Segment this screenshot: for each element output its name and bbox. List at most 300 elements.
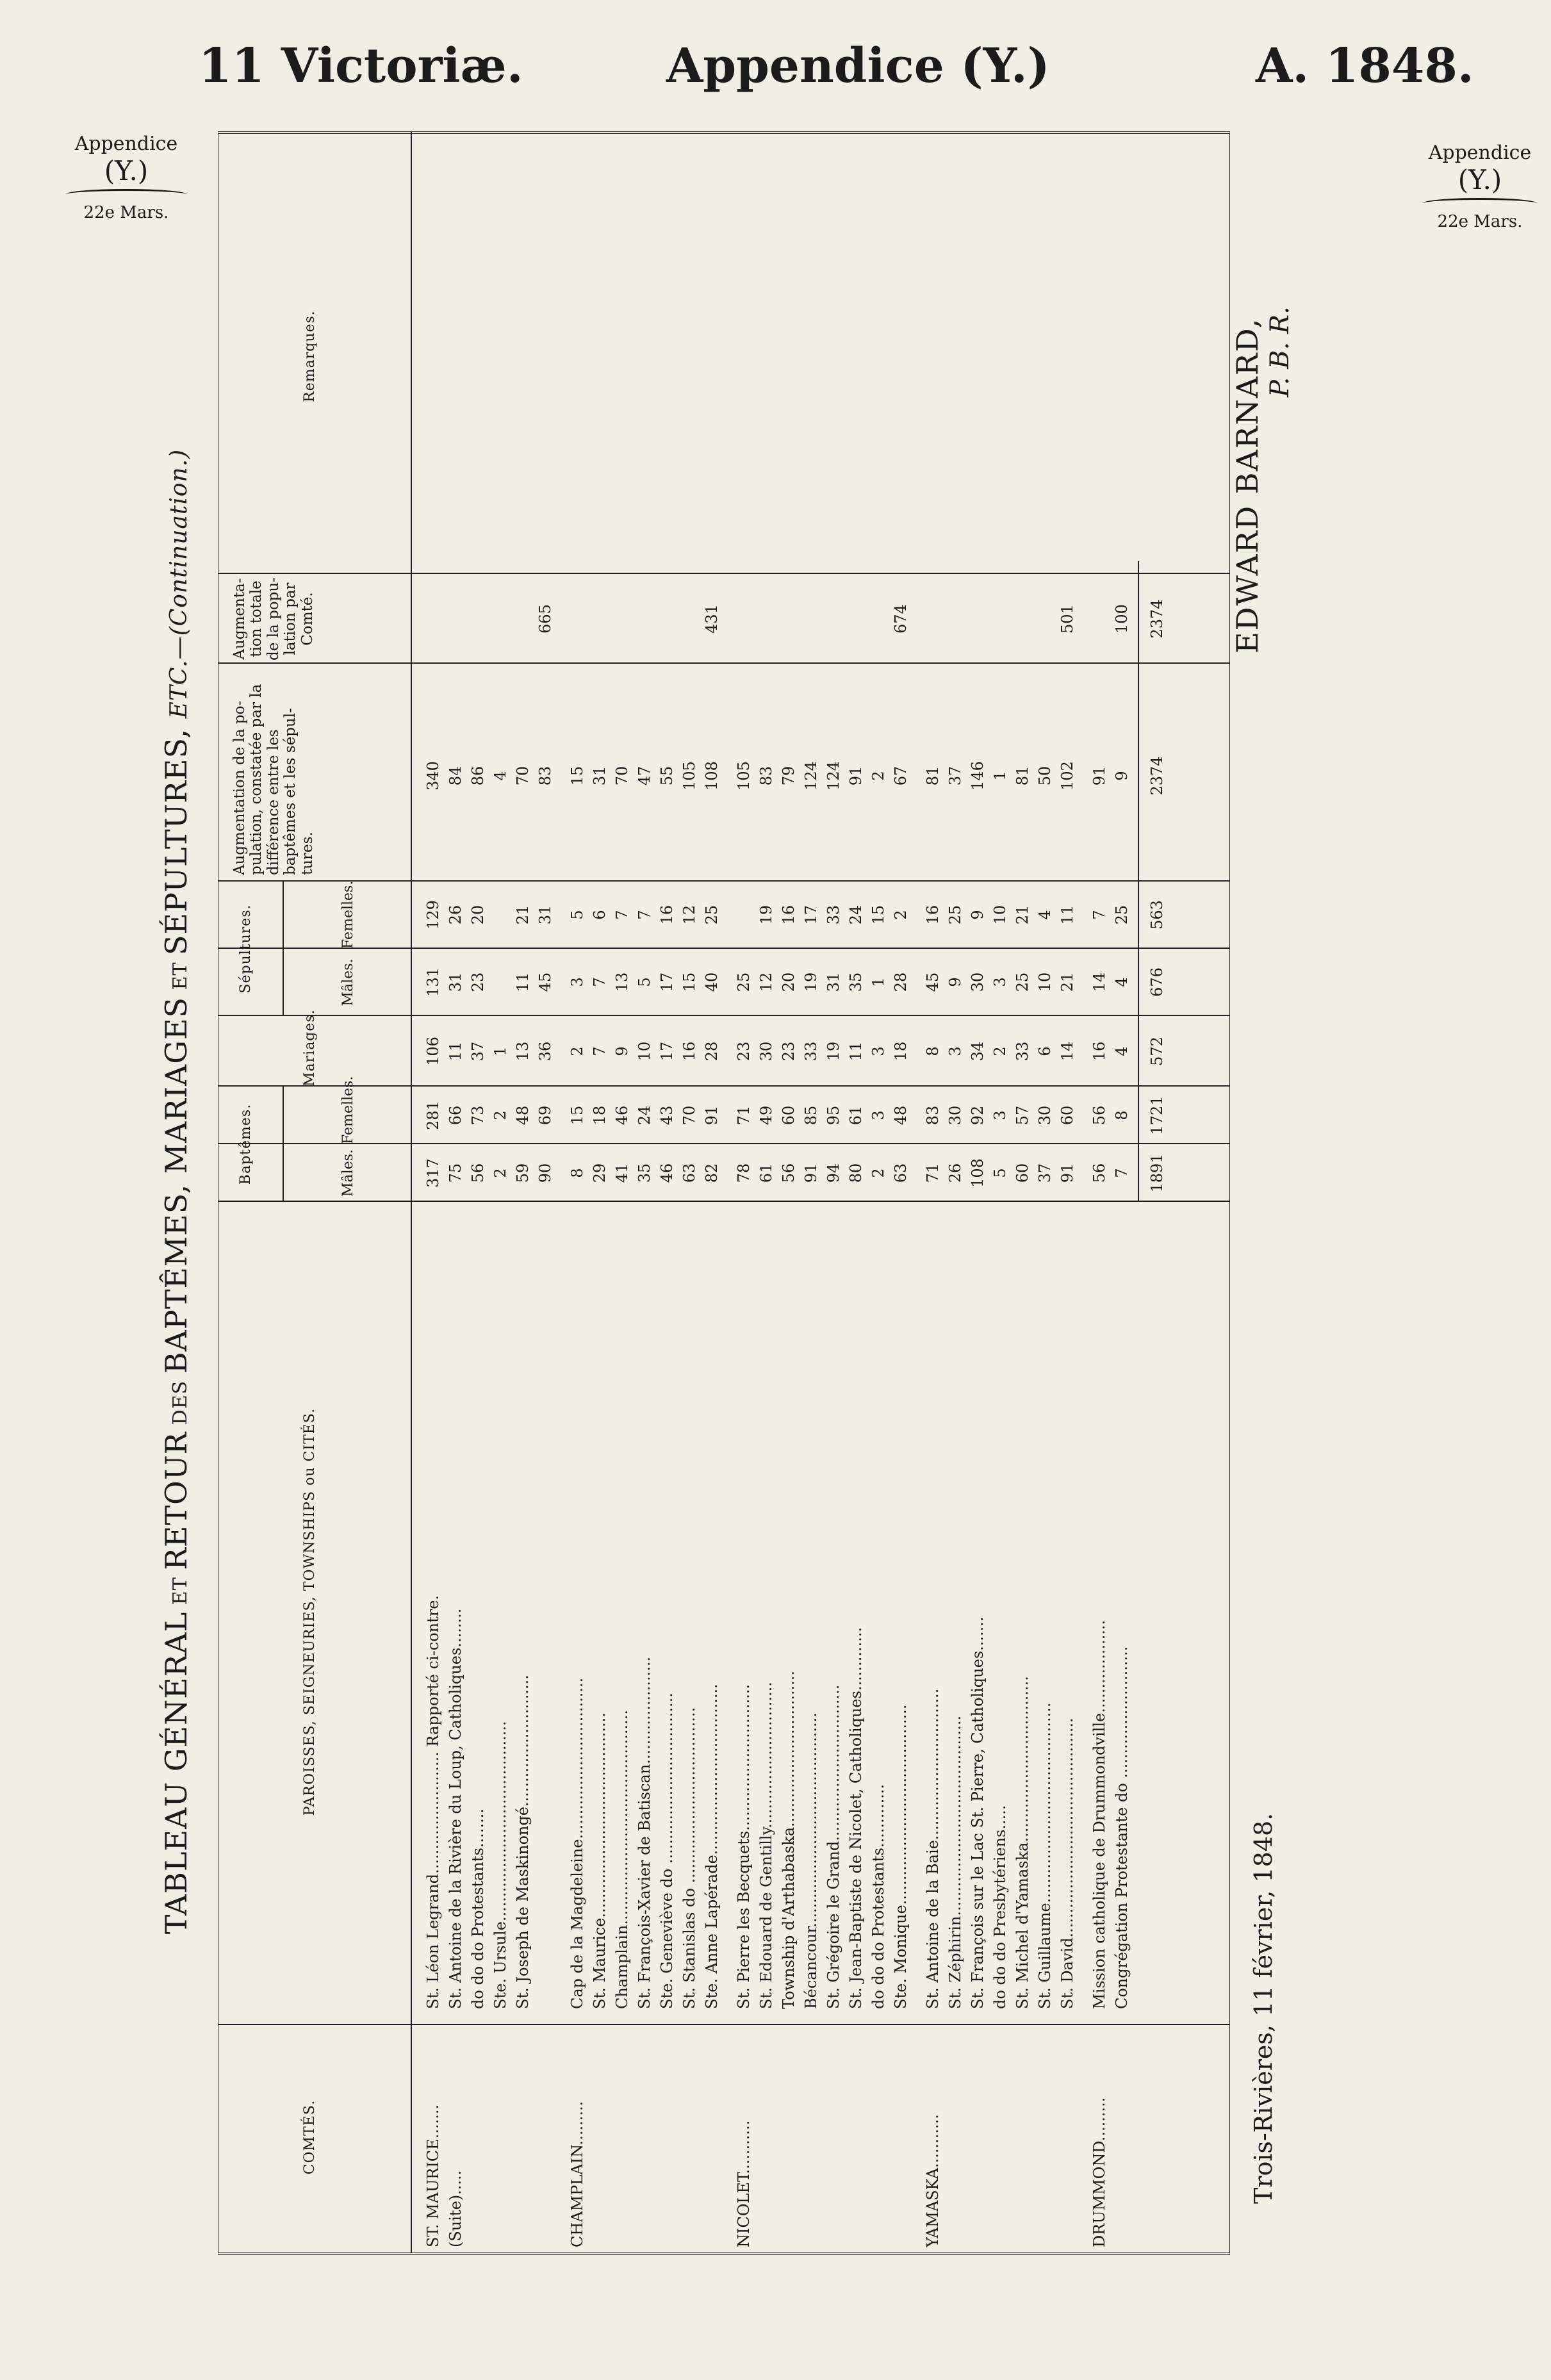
value-cell-bf: 73: [469, 1105, 487, 1126]
value-cell-aug: 146: [969, 761, 987, 791]
value-cell-mar: 36: [536, 1041, 554, 1062]
value-cell-bm: 37: [1036, 1163, 1054, 1183]
parish-cell: St. Antoine de la Baie...............................: [924, 1688, 942, 2009]
brace-icon: [1422, 198, 1538, 209]
value-cell-aug: 81: [924, 766, 942, 786]
value-cell-aug: 1: [991, 771, 1009, 781]
value-cell-sm: 45: [924, 972, 942, 992]
subheader-rule: [283, 882, 284, 1016]
value-cell-bf: 3: [991, 1110, 1009, 1120]
value-cell-aug: 70: [514, 766, 532, 786]
parish-cell: St. Joseph de Maskinongé...........................: [514, 1675, 532, 2009]
value-cell-bf: 18: [591, 1105, 609, 1126]
value-cell-bf: 3: [869, 1110, 887, 1120]
value-cell-bf: 48: [514, 1105, 532, 1126]
footer-date: Trois-Rivières, 11 février, 1848.: [1249, 1812, 1277, 2204]
col-header-sep-males: Mâles.: [340, 958, 356, 1006]
value-cell-aug: 86: [469, 766, 487, 786]
table-row: [536, 138, 555, 2253]
parish-cell: St. Edouard de Gentilly..............................: [757, 1682, 775, 2009]
value-cell-bm: 91: [1058, 1163, 1076, 1183]
table-row: [468, 138, 488, 2253]
value-cell-bf: 56: [1090, 1105, 1108, 1126]
parish-cell: St. Jean-Baptiste de Nicolet, Catholiques.............: [847, 1627, 865, 2009]
value-cell-bm: 91: [802, 1163, 820, 1183]
county-cell: ST. MAURICE.......: [424, 2104, 442, 2247]
total-cell-sm: 676: [1148, 967, 1166, 997]
value-cell-mar: 3: [946, 1046, 964, 1056]
parish-cell: Mission catholique de Drummondville...................: [1090, 1620, 1108, 2009]
header-session: 11 Victoriæ.: [199, 38, 523, 94]
parish-cell: St. Stanislas do ....................................: [680, 1707, 698, 2009]
subheader-rule: [283, 1087, 284, 1202]
parish-cell: Champlain............................................: [613, 1709, 631, 2009]
margin-note-label: Appendice: [74, 133, 178, 155]
parish-cell: St. Michel d'Yamaska..................................: [1013, 1676, 1031, 2009]
total-cell-tot: 2374: [1148, 599, 1166, 639]
value-cell-sm: 15: [680, 972, 698, 992]
column-rule: [218, 1143, 1229, 1144]
value-cell-mar: 23: [735, 1041, 753, 1062]
value-cell-sm: 31: [825, 972, 842, 992]
value-cell-bf: 8: [1113, 1110, 1131, 1120]
value-cell-sm: 17: [658, 972, 676, 992]
county-cell: NICOLET...........: [735, 2120, 753, 2247]
col-header-sepultures: Sépultures.: [238, 904, 254, 994]
value-cell-sf: 5: [568, 910, 586, 920]
parish-cell: St. Antoine de la Rivière du Loup, Catholiques........: [447, 1608, 464, 2009]
value-cell-sm: 10: [1036, 972, 1054, 992]
margin-note-sub: (Y.): [1457, 163, 1502, 195]
value-cell-mar: 17: [658, 1041, 676, 1062]
value-cell-sf: 21: [514, 905, 532, 925]
value-cell-mar: 11: [447, 1041, 464, 1062]
value-cell-aug: 340: [424, 761, 442, 791]
value-cell-bf: 71: [735, 1105, 753, 1126]
value-cell-aug: 67: [892, 766, 910, 786]
table-row: [1112, 138, 1132, 2253]
column-rule: [218, 662, 1229, 664]
value-cell-sf: 21: [1013, 905, 1031, 925]
footer-signature-title: P. B. R.: [1265, 306, 1295, 397]
value-cell-bf: 30: [946, 1105, 964, 1126]
value-cell-sm: 21: [1058, 972, 1076, 992]
value-cell-sf: 4: [1036, 910, 1054, 920]
value-cell-bm: 82: [703, 1163, 721, 1183]
value-cell-sf: 6: [591, 910, 609, 920]
value-cell-sf: 7: [1090, 910, 1108, 920]
col-header-baptemes: Baptêmes.: [238, 1103, 254, 1185]
col-header-remarques: Remarques.: [302, 310, 318, 402]
value-cell-bm: 56: [1090, 1163, 1108, 1183]
table-row: [923, 138, 943, 2253]
parish-cell: St. Pierre les Becquets..............................: [735, 1684, 753, 2009]
value-cell-bm: 46: [658, 1163, 676, 1183]
rotated-table-page: [147, 131, 1339, 2255]
value-cell-tot: 665: [536, 604, 554, 634]
value-cell-mar: 7: [591, 1046, 609, 1056]
title-part: SÉPULTURES,: [159, 718, 193, 955]
value-cell-sm: 4: [1113, 977, 1131, 987]
value-cell-mar: 18: [892, 1041, 910, 1062]
value-cell-sf: 25: [1113, 905, 1131, 925]
value-cell-bm: 75: [447, 1163, 464, 1183]
value-cell-bf: 281: [424, 1101, 442, 1130]
value-cell-aug: 84: [447, 766, 464, 786]
data-table: [218, 131, 1230, 2255]
value-cell-mar: 14: [1058, 1041, 1076, 1062]
value-cell-bm: 29: [591, 1163, 609, 1183]
table-row: [779, 138, 799, 2253]
value-cell-aug: 124: [802, 761, 820, 791]
margin-note-sub: (Y.): [104, 154, 149, 186]
title-part: TABLEAU GÉNÉRAL: [159, 1611, 193, 1935]
value-cell-aug: 105: [735, 761, 753, 791]
value-cell-sf: 17: [802, 905, 820, 925]
value-cell-aug: 81: [1013, 766, 1031, 786]
parish-cell: Ste. Geneviève do ...................................: [658, 1693, 676, 2009]
county-cell: DRUMMOND.........: [1090, 2097, 1108, 2247]
table-row: [891, 138, 911, 2253]
value-cell-bm: 35: [636, 1163, 653, 1183]
value-cell-sf: 16: [924, 905, 942, 925]
value-cell-bm: 80: [847, 1163, 865, 1183]
value-cell-bm: 56: [780, 1163, 798, 1183]
title-part: DES: [169, 1374, 192, 1432]
parish-cell: do do do Presbytériens.....: [991, 1805, 1009, 2009]
value-cell-sf: 16: [780, 905, 798, 925]
margin-note-date: 22e Mars.: [83, 202, 169, 222]
value-cell-aug: 70: [613, 766, 631, 786]
value-cell-aug: 31: [591, 766, 609, 786]
total-cell-sf: 563: [1148, 900, 1166, 930]
value-cell-mar: 4: [1113, 1046, 1131, 1056]
total-cell-bm: 1891: [1148, 1153, 1166, 1193]
total-cell-mar: 572: [1148, 1037, 1166, 1066]
value-cell-mar: 1: [491, 1046, 509, 1056]
parish-cell: St. François sur le Lac St. Pierre, Catholiques.......: [969, 1616, 987, 2009]
value-cell-sm: 131: [424, 967, 442, 997]
parish-cell: Ste. Ursule.........................................: [491, 1721, 509, 2009]
value-cell-aug: 91: [847, 766, 865, 786]
column-rule: [218, 1015, 1229, 1016]
value-cell-aug: 79: [780, 766, 798, 786]
value-cell-bm: 59: [514, 1163, 532, 1183]
title-part: ET: [169, 1570, 192, 1612]
value-cell-sm: 25: [1013, 972, 1031, 992]
value-cell-aug: 15: [568, 766, 586, 786]
value-cell-sf: 20: [469, 905, 487, 925]
value-cell-sf: 16: [658, 905, 676, 925]
value-cell-bf: 15: [568, 1105, 586, 1126]
value-cell-sf: 7: [636, 910, 653, 920]
parish-cell: Ste. Monique.........................................: [892, 1704, 910, 2009]
value-cell-sf: 2: [892, 910, 910, 920]
parish-cell: St. Maurice..........................................: [591, 1712, 609, 2009]
table-row: [846, 138, 866, 2253]
value-cell-bf: 69: [536, 1105, 554, 1126]
value-cell-sm: 14: [1090, 972, 1108, 992]
value-cell-aug: 105: [680, 761, 698, 791]
value-cell-mar: 33: [802, 1041, 820, 1062]
value-cell-sm: 28: [892, 972, 910, 992]
value-cell-tot: 100: [1113, 604, 1131, 634]
county-cell: YAMASKA...........: [924, 2114, 942, 2247]
value-cell-bm: 5: [991, 1168, 1009, 1178]
value-cell-bf: 60: [780, 1105, 798, 1126]
margin-note-label: Appendice: [1428, 142, 1532, 164]
value-cell-bf: 95: [825, 1105, 842, 1126]
value-cell-bf: 46: [613, 1105, 631, 1126]
value-cell-bf: 57: [1013, 1105, 1031, 1126]
parish-cell: Ste. Anne Lapérade...................................: [703, 1684, 721, 2009]
col-header-sep-femelles: Femelles.: [340, 880, 356, 949]
value-cell-bm: 78: [735, 1163, 753, 1183]
value-cell-sf: 24: [847, 905, 865, 925]
value-cell-bm: 2: [491, 1168, 509, 1178]
value-cell-sm: 40: [703, 972, 721, 992]
table-row: [491, 138, 511, 2253]
margin-note-right: [1416, 142, 1544, 232]
value-cell-bf: 92: [969, 1105, 987, 1126]
value-cell-aug: 124: [825, 761, 842, 791]
value-cell-bm: 60: [1013, 1163, 1031, 1183]
value-cell-sm: 23: [469, 972, 487, 992]
column-rule: [218, 2024, 1229, 2025]
value-cell-bm: 61: [757, 1163, 775, 1183]
table-row: [734, 138, 754, 2253]
header-rule: [411, 131, 412, 2253]
value-cell-sf: 33: [825, 905, 842, 925]
value-cell-bf: 48: [892, 1105, 910, 1126]
value-cell-sf: 26: [447, 905, 464, 925]
value-cell-sm: 19: [802, 972, 820, 992]
table-row: [423, 138, 443, 2253]
value-cell-aug: 9: [1113, 771, 1131, 781]
table-row: [757, 138, 776, 2253]
header-year: A. 1848.: [1256, 38, 1474, 94]
value-cell-mar: 106: [424, 1037, 442, 1066]
table-row: [869, 138, 889, 2253]
value-cell-mar: 30: [757, 1041, 775, 1062]
value-cell-mar: 2: [568, 1046, 586, 1056]
margin-note-date: 22e Mars.: [1437, 211, 1523, 231]
value-cell-mar: 2: [991, 1046, 1009, 1056]
value-cell-bm: 7: [1113, 1168, 1131, 1178]
value-cell-aug: 102: [1058, 761, 1076, 791]
value-cell-sm: 12: [757, 972, 775, 992]
value-cell-bm: 317: [424, 1158, 442, 1188]
value-cell-sm: 31: [447, 972, 464, 992]
table-title: [147, 147, 208, 2236]
table-row: [657, 138, 677, 2253]
table-row: [946, 138, 965, 2253]
total-cell-aug: 2374: [1148, 756, 1166, 796]
value-cell-bm: 63: [680, 1163, 698, 1183]
value-cell-bf: 91: [703, 1105, 721, 1126]
value-cell-bm: 90: [536, 1163, 554, 1183]
value-cell-bf: 2: [491, 1110, 509, 1120]
value-cell-aug: 2: [869, 771, 887, 781]
value-cell-sf: 9: [969, 910, 987, 920]
value-cell-bm: 2: [869, 1168, 887, 1178]
table-row: [968, 138, 988, 2253]
value-cell-aug: 91: [1090, 766, 1108, 786]
value-cell-bf: 24: [636, 1105, 653, 1126]
parish-cell: do do do Protestants........: [469, 1809, 487, 2009]
value-cell-sm: 20: [780, 972, 798, 992]
value-cell-sm: 3: [991, 977, 1009, 987]
parish-cell: St. François-Xavier de Batiscan......................: [636, 1656, 653, 2009]
parish-cell: Congrégation Protestante do ...........................: [1113, 1646, 1131, 2009]
value-cell-sf: 19: [757, 905, 775, 925]
col-header-augmentation: Augmentation de la po-pulation, constatée par la différence entre les baptêmes et les sépul-tures.: [231, 684, 316, 875]
value-cell-aug: 4: [491, 771, 509, 781]
parish-cell: Township d'Arthabaska................................: [780, 1670, 798, 2009]
table-row: [446, 138, 466, 2253]
value-cell-bm: 63: [892, 1163, 910, 1183]
value-cell-mar: 9: [613, 1046, 631, 1056]
value-cell-sm: 30: [969, 972, 987, 992]
title-part: BAPTÊMES, MARIAGES: [159, 996, 193, 1374]
value-cell-sf: 12: [680, 905, 698, 925]
value-cell-mar: 16: [680, 1041, 698, 1062]
value-cell-sm: 1: [869, 977, 887, 987]
column-rule: [218, 1085, 1229, 1087]
title-part: RETOUR: [159, 1431, 193, 1570]
value-cell-bf: 70: [680, 1105, 698, 1126]
value-cell-sm: 25: [735, 972, 753, 992]
value-cell-mar: 8: [924, 1046, 942, 1056]
value-cell-mar: 13: [514, 1041, 532, 1062]
value-cell-bm: 71: [924, 1163, 942, 1183]
column-rule: [218, 573, 1229, 574]
value-cell-sm: 13: [613, 972, 631, 992]
value-cell-mar: 6: [1036, 1046, 1054, 1056]
value-cell-sf: 11: [1058, 905, 1076, 925]
value-cell-aug: 47: [636, 766, 653, 786]
col-header-bapt-femelles: Femelles.: [340, 1076, 356, 1144]
table-row: [513, 138, 533, 2253]
column-rule: [218, 948, 1229, 949]
value-cell-mar: 34: [969, 1041, 987, 1062]
value-cell-sf: 10: [991, 905, 1009, 925]
value-cell-tot: 674: [892, 604, 910, 634]
value-cell-mar: 10: [636, 1041, 653, 1062]
parish-cell: Cap de la Magdeleine.................................: [568, 1677, 586, 2009]
title-part: ETC.—(Continuation.): [166, 448, 192, 719]
value-cell-mar: 28: [703, 1041, 721, 1062]
value-cell-bf: 60: [1058, 1105, 1076, 1126]
value-cell-tot: 501: [1058, 604, 1076, 634]
page-header: [0, 38, 1551, 115]
parish-cell: do do do Protestants.............: [869, 1784, 887, 2009]
value-cell-bm: 8: [568, 1168, 586, 1178]
col-header-comtes: COMTÉS.: [302, 2099, 318, 2175]
value-cell-mar: 33: [1013, 1041, 1031, 1062]
col-header-augmentation-totale: Augmenta-tion totale de la popu-lation par Comté.: [231, 577, 316, 661]
value-cell-bf: 61: [847, 1105, 865, 1126]
value-cell-bf: 85: [802, 1105, 820, 1126]
value-cell-sm: 7: [591, 977, 609, 987]
value-cell-sm: 5: [636, 977, 653, 987]
table-row: [1090, 138, 1110, 2253]
value-cell-sf: 15: [869, 905, 887, 925]
title-part: ET: [169, 955, 192, 997]
table-row: [568, 138, 587, 2253]
value-cell-mar: 23: [780, 1041, 798, 1062]
table-row: [824, 138, 844, 2253]
value-cell-aug: 55: [658, 766, 676, 786]
column-rule: [218, 880, 1229, 882]
value-cell-mar: 3: [869, 1046, 887, 1056]
value-cell-mar: 11: [847, 1041, 865, 1062]
value-cell-bm: 94: [825, 1163, 842, 1183]
table-row: [590, 138, 610, 2253]
value-cell-bm: 56: [469, 1163, 487, 1183]
value-cell-sf: 129: [424, 900, 442, 930]
value-cell-sm: 11: [514, 972, 532, 992]
value-cell-sf: 25: [946, 905, 964, 925]
table-row: [1035, 138, 1055, 2253]
value-cell-aug: 83: [536, 766, 554, 786]
value-cell-bf: 49: [757, 1105, 775, 1126]
value-cell-sm: 35: [847, 972, 865, 992]
total-cell-bf: 1721: [1148, 1096, 1166, 1135]
table-row: [1058, 138, 1078, 2253]
table-row: [680, 138, 700, 2253]
value-cell-mar: 37: [469, 1041, 487, 1062]
table-row: [801, 138, 821, 2253]
value-cell-sm: 9: [946, 977, 964, 987]
column-rule: [218, 1201, 1229, 1202]
parish-cell: St. David.............................................: [1058, 1718, 1076, 2009]
total-rule: [1138, 561, 1139, 1202]
col-header-bapt-males: Mâles.: [340, 1149, 356, 1197]
value-cell-aug: 37: [946, 766, 964, 786]
value-cell-sf: 25: [703, 905, 721, 925]
value-cell-bm: 41: [613, 1163, 631, 1183]
parish-cell: St. Léon Legrand......................... Rapporté ci-contre.: [424, 1595, 442, 2009]
table-row: [1013, 138, 1033, 2253]
value-cell-sm: 3: [568, 977, 586, 987]
value-cell-sf: 31: [536, 905, 554, 925]
table-row: [612, 138, 632, 2253]
value-cell-aug: 50: [1036, 766, 1054, 786]
county-cell: CHAMPLAIN.........: [568, 2101, 586, 2247]
county-cell: (Suite).....: [447, 2170, 464, 2247]
table-row: [702, 138, 722, 2253]
footer-signature: EDWARD BARNARD,: [1230, 317, 1265, 653]
value-cell-tot: 431: [703, 604, 721, 634]
col-header-mariages: Mariages.: [302, 1009, 318, 1087]
parish-cell: St. Zéphirin.........................................: [946, 1715, 964, 2009]
value-cell-sf: 7: [613, 910, 631, 920]
parish-cell: St. Grégoire le Grand................................: [825, 1684, 842, 2009]
table-row: [990, 138, 1010, 2253]
totals-row: [1147, 138, 1167, 2253]
value-cell-aug: 108: [703, 761, 721, 791]
header-appendix: Appendice (Y.): [666, 38, 1050, 94]
value-cell-mar: 19: [825, 1041, 842, 1062]
value-cell-aug: 83: [757, 766, 775, 786]
value-cell-bf: 83: [924, 1105, 942, 1126]
value-cell-bf: 43: [658, 1105, 676, 1126]
value-cell-bm: 26: [946, 1163, 964, 1183]
parish-cell: St. Guillaume.........................................: [1036, 1702, 1054, 2009]
table-row: [635, 138, 655, 2253]
value-cell-bf: 30: [1036, 1105, 1054, 1126]
